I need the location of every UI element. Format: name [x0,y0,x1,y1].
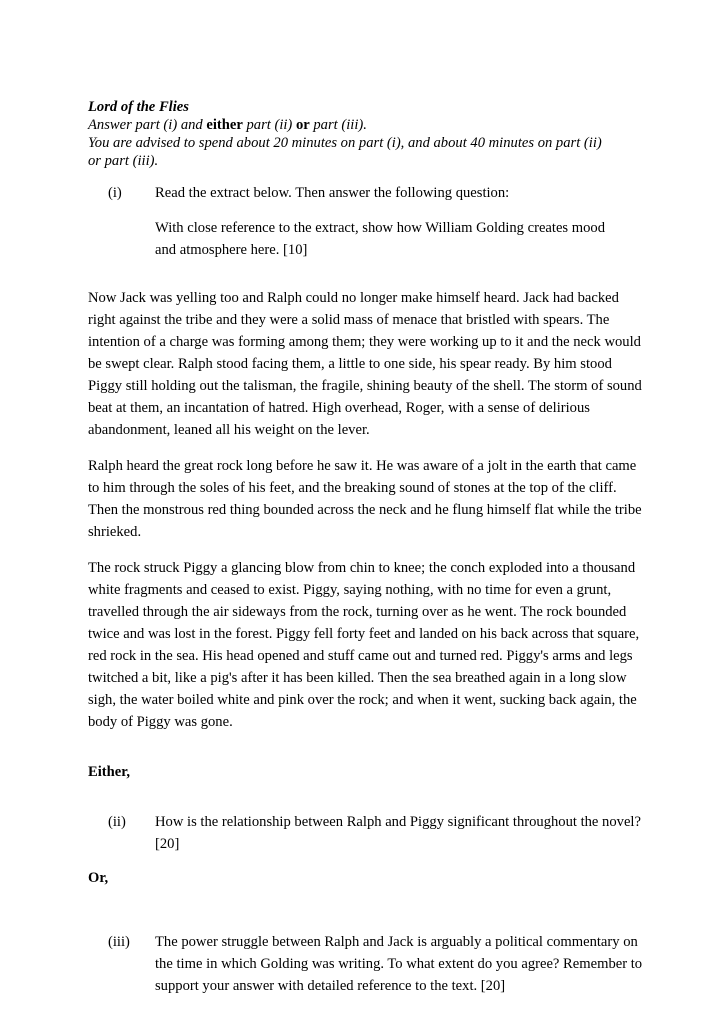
instr-part-a: Answer part (i) and [88,117,207,133]
time-advice: You are advised to spend about 20 minutes on part (i), and about 40 minutes on part (ii) or part (iii). [88,135,602,169]
instr-part-b: part (ii) [242,117,296,133]
extract-paragraph-1: Now Jack was yelling too and Ralph could no longer make himself heard. Jack had backed right against the tribe and they were a solid mass of menace that bristled with spears. The intention of a charge was forming among them; they were working up to it and the neck would be swept clear. Ralph stood facing them, a little to one side, his spear ready. By him stood Piggy still holding out the talisman, the fragile, shining beauty of the shell. The storm of sound beat at them, an incantation of hatred. High overhead, Roger, with a sense of delirious abandonment, leaned all his weight on the lever. [88,290,642,438]
question-1-instruction: Read the extract below. Then answer the following question: [155,185,510,201]
question-3 [108,931,644,997]
question-1-prompt: With close reference to the extract, show how William Golding creates mood and atmosphere here. [10] [155,220,606,258]
extract-paragraph-3: The rock struck Piggy a glancing blow from chin to knee; the conch exploded into a thousand white fragments and ceased to exist. Piggy, saying nothing, with no time for even a grunt, travelled through the air sideways from the rock, turning over as he went. The rock bounded twice and was lost in the forest. Piggy fell forty feet and landed on his back across that square, red rock in the sea. His head opened and stuff came out and turned red. Piggy's arms and legs twitched a bit, like a pig's after it has been killed. Then the sea breathed again in a long slow sigh, the water boiled white and pink over the rock; and when it went, sucking back again, the body of Piggy was gone. [88,560,640,730]
either-label: Either, [88,764,131,780]
or-label: Or, [88,870,109,886]
exam-page [88,98,644,997]
question-1 [108,182,644,261]
extract-paragraph-2: Ralph heard the great rock long before he saw it. He was aware of a jolt in the earth that came to him through the soles of his feet, and the breaking sound of stones at the top of the cliff. Then the monstrous red thing bounded across the neck and he flung himself flat while the tribe shrieked. [88,458,642,540]
question-2-number: (ii) [108,814,126,830]
question-1-number: (i) [108,185,122,201]
section-title: Lord of the Flies [88,99,189,115]
question-2 [108,811,644,855]
instr-or: or [295,117,310,133]
instr-either: either [206,117,243,133]
instructions [88,116,644,134]
question-3-number: (iii) [108,934,130,950]
extract [88,287,648,733]
question-3-prompt: The power struggle between Ralph and Jack is arguably a political commentary on the time in which Golding was writing. To what extent do you agree? Remember to support your answer with detailed reference to the text. [20] [155,934,643,994]
instr-part-c: part (iii). [309,117,367,133]
question-2-prompt: How is the relationship between Ralph and Piggy significant throughout the novel? [20] [155,814,641,852]
